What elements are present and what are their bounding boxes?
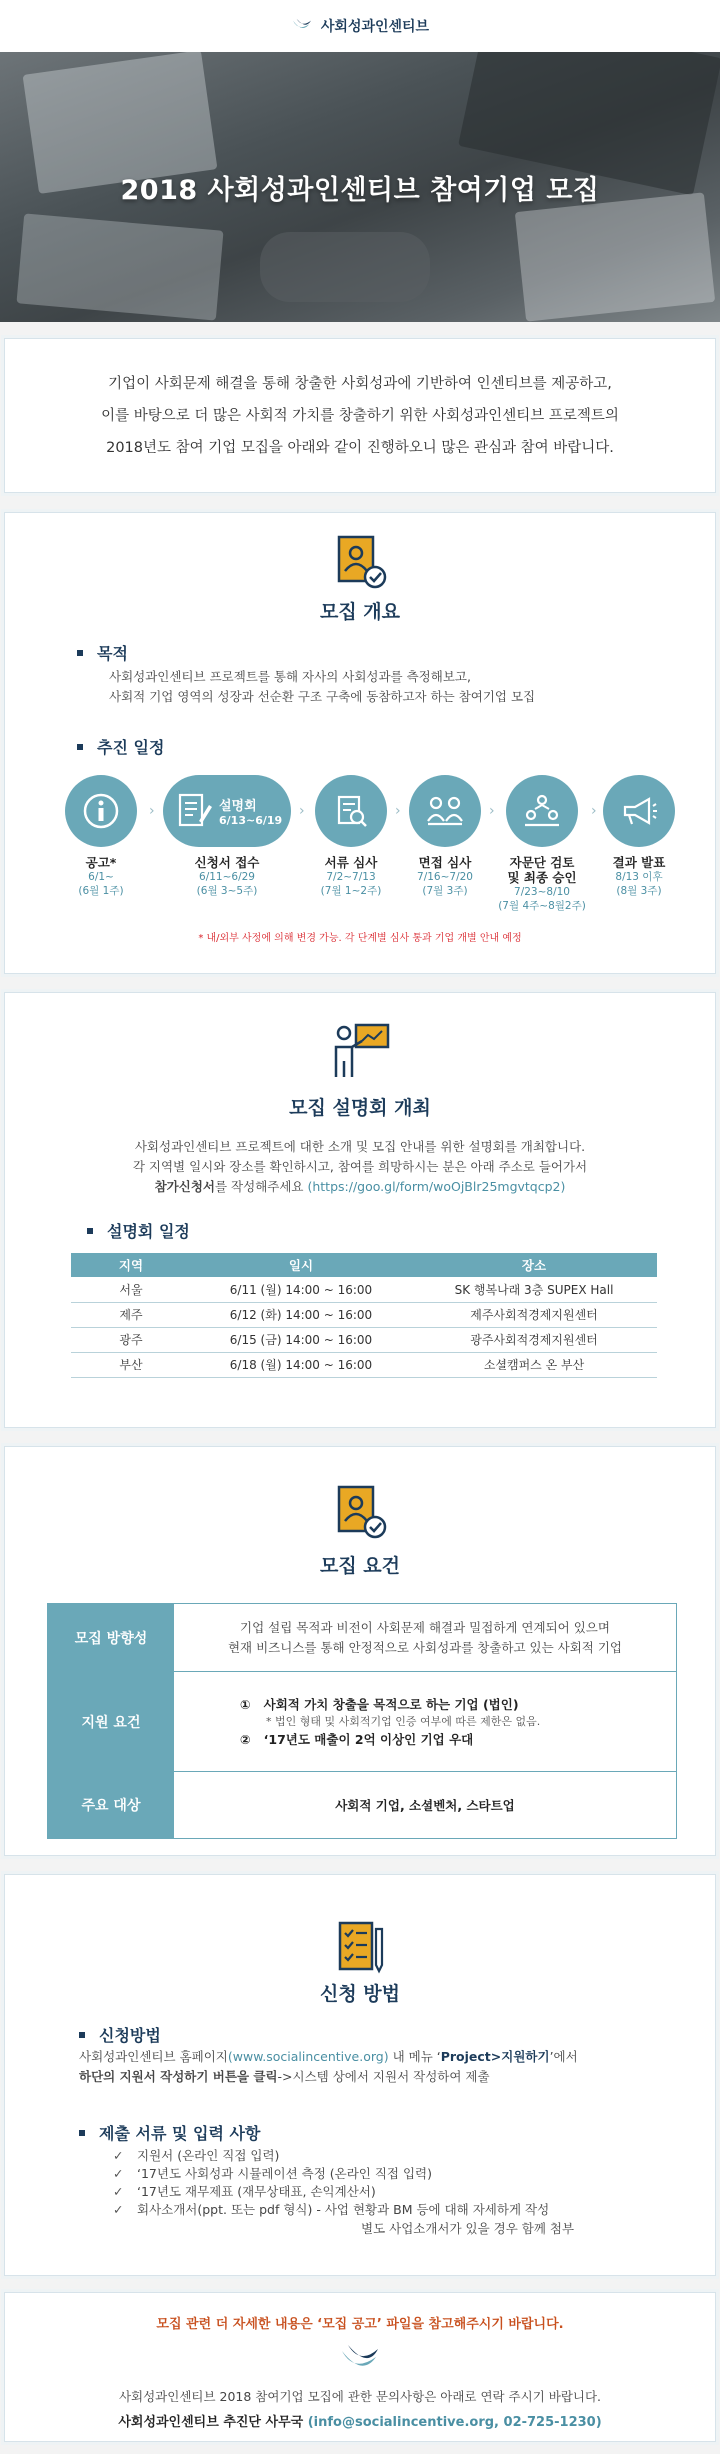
bullet-icon [79,2032,85,2038]
brand-logo-icon [340,2343,380,2377]
table-row: 광주 6/15 (금) 14:00 ~ 16:00 광주사회적경제지원센터 [71,1327,657,1352]
overview-card [4,512,716,974]
submission-note: 별도 사업소개서가 있을 경우 함께 첨부 [361,2221,575,2236]
requirement-row: 지원 요건 ① 사회적 가치 창출을 목적으로 하는 기업 (법인) * 법인 형태 및 사회적기업 인증 여부에 따른 제한은 없음. ② ‘17년도 매출이 2억 이상인 기업 우대 [48,1672,676,1772]
schedule-notice: * 내/외부 사정에 의해 변경 가능. 각 단계별 심사 통과 기업 개별 안내 예정 [198,933,522,944]
step-document-review: 서류 심사 7/2~7/13 (7월 1~2주) [315,775,387,898]
contact-email-link[interactable]: (info@socialincentive.org, 02-725-1230) [307,2415,602,2430]
check-icon: ✓ [113,2184,124,2199]
brand-name: 사회성과인센티브 [320,19,430,35]
footer-contact-text: 사회성과인센티브 2018 참여기업 모집에 관한 문의사항은 아래로 연락 주시기 바랍니다. [118,2389,602,2404]
form-edit-icon [177,791,213,831]
header-logo-bar [0,0,720,52]
briefing-table [71,1253,657,1378]
requirements-table [47,1603,677,1839]
briefing-card [4,992,716,1428]
bullet-icon [77,744,83,750]
requirement-row: 모집 방향성 기업 설립 목적과 비전이 사회문제 해결과 밀접하게 연계되어 있으며 현재 비즈니스를 통해 안정적으로 사회성과를 창출하고 있는 사회적 기업 [48,1604,676,1672]
list-item: ✓ ‘17년도 사회성과 시뮬레이션 측정 (온라인 직접 입력) [113,2166,432,2181]
overview-title: 모집 개요 [319,601,401,623]
intro-text: 기업이 사회문제 해결을 통해 창출한 사회성과에 기반하여 인센티브를 제공하고, 이를 바탕으로 더 많은 사회적 가치를 창출하기 위한 사회성과인센티브 프로젝트의 2018년도 참여 기업 모집을 아래와 같이 진행하오니 많은 관심과 참여 바랍니다. [101,375,619,456]
homepage-link[interactable]: (www.socialincentive.org) [227,2049,389,2064]
footer-office: 사회성과인센티브 추진단 사무국 (info@socialincentive.org, 02-725-1230) [118,2415,602,2430]
briefing-title: 모집 설명회 개최 [289,1097,431,1119]
info-icon [81,791,121,831]
schedule-steps [65,775,675,915]
megaphone-icon [619,791,659,831]
briefing-schedule-heading: 설명회 일정 [87,1219,190,1242]
bullet-icon [77,650,83,656]
bullet-icon [87,1228,93,1234]
brand-logo-icon [291,17,313,35]
checklist-icon [332,1919,388,1975]
apply-method-text: 사회성과인센티브 홈페이지(www.socialincentive.org) 내 메뉴 ‘Project>지원하기’에서 하단의 지원서 작성하기 버튼을 클릭->시스템 상에서 지원서 작성하여 제출 [79,2049,578,2084]
chevron-right-icon: › [591,803,597,819]
table-header-row: 지역 일시 장소 [71,1253,657,1277]
committee-icon [521,791,563,831]
requirements-card [4,1446,716,1856]
apply-card [4,1874,716,2276]
interview-icon [424,791,466,831]
bullet-icon [79,2130,85,2136]
submission-list [113,2147,549,2219]
hero-title: 2018 사회성과인센티브 참여기업 모집 [120,175,600,206]
step-result: 결과 발표 8/13 이후 (8월 3주) [603,775,675,898]
briefing-text: 사회성과인센티브 프로젝트에 대한 소개 및 모집 안내를 위한 설명회를 개최합니다. 각 지역별 일시와 장소를 확인하시고, 참여를 희망하시는 분은 아래 주소로 들어가서 참가신청서를 작성해주세요 (https://goo.gl/form/woOjBlr25mgvtqcp2) [132,1139,588,1194]
footer-card [4,2292,716,2442]
document-check-icon [331,533,389,591]
table-row: 서울 6/11 (월) 14:00 ~ 16:00 SK 행복나래 3층 SUPEX Hall [71,1277,657,1302]
chevron-right-icon: › [299,803,305,819]
step-committee-review: 자문단 검토 및 최종 승인 7/23~8/10 (7월 4주~8월2주) [497,775,587,913]
hero-banner [0,52,720,322]
step-announcement: 공고* 6/1~ (6월 1주) [65,775,137,898]
list-item: ✓ 회사소개서(ppt. 또는 pdf 형식) - 사업 현황과 BM 등에 대해 자세하게 작성 [113,2202,550,2217]
list-item: ✓ 지원서 (온라인 직접 입력) [113,2148,280,2163]
document-check-icon [331,1483,389,1541]
apply-method-heading: 신청방법 [79,2023,161,2046]
document-search-icon [331,791,371,831]
application-form-link[interactable]: (https://goo.gl/form/woOjBlr25mgvtqcp2) [307,1179,566,1194]
check-icon: ✓ [113,2166,124,2181]
chevron-right-icon: › [395,803,401,819]
check-icon: ✓ [113,2202,124,2217]
requirements-title: 모집 요건 [319,1555,401,1577]
table-row: 제주 6/12 (화) 14:00 ~ 16:00 제주사회적경제지원센터 [71,1302,657,1327]
schedule-heading: 추진 일정 [77,735,164,758]
list-item: ✓ ‘17년도 재무제표 (재무상태표, 손익계산서) [113,2184,376,2199]
presenter-icon [328,1021,392,1081]
apply-title: 신청 방법 [319,1983,401,2005]
chevron-right-icon: › [489,803,495,819]
step-application: 설명회 6/13~6/19 신청서 접수 6/11~6/29 (6월 3~5주) [163,775,291,898]
footer-alert: 모집 관련 더 자세한 내용은 ‘모집 공고’ 파일을 참고해주시기 바랍니다. [156,2317,564,2332]
purpose-heading: 목적 [77,641,128,664]
check-icon: ✓ [113,2148,124,2163]
intro-card [4,338,716,493]
submission-heading: 제출 서류 및 입력 사항 [79,2121,260,2144]
requirement-row: 주요 대상 사회적 기업, 소셜벤처, 스타트업 [48,1772,676,1838]
purpose-text: 사회성과인센티브 프로젝트를 통해 자사의 사회성과를 측정해보고, 사회적 기업 영역의 성장과 선순환 구조 구축에 동참하고자 하는 참여기업 모집 [109,669,536,704]
table-row: 부산 6/18 (월) 14:00 ~ 16:00 소셜캠퍼스 온 부산 [71,1352,657,1377]
chevron-right-icon: › [149,803,155,819]
step-interview: 면접 심사 7/16~7/20 (7월 3주) [409,775,481,898]
